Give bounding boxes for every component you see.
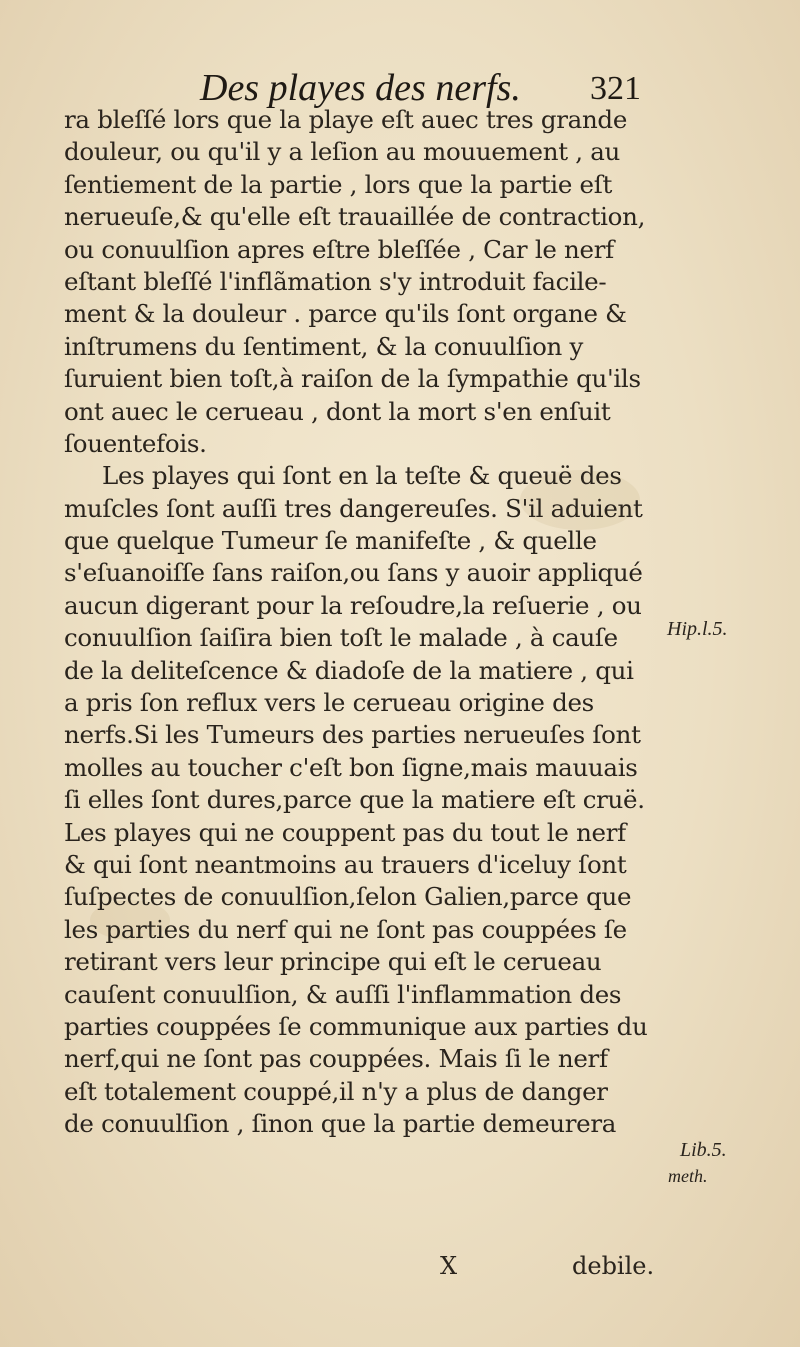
text-line: molles au toucher c'eſt bon ſigne,mais mauuais (64, 752, 638, 782)
text-line: les parties du nerf qui ne ſont pas couppées ſe (64, 914, 627, 944)
text-line: ſuſpectes de conuulſion,ſelon Galien,parce que (64, 882, 632, 912)
signature-mark: X (440, 1252, 458, 1280)
text-line: ou conuulſion apres eſtre bleſſée , Car le nerf (64, 234, 614, 264)
text-line: parties couppées ſe communique aux parties du (64, 1011, 648, 1041)
text-line: ſentiement de la partie , lors que la partie eſt (64, 169, 613, 199)
catchword: debile. (572, 1252, 655, 1280)
text-line: retirant vers leur principe qui eſt le cerueau (64, 947, 602, 977)
text-line: nerf,qui ne ſont pas couppées. Mais ſi le nerf (64, 1044, 608, 1074)
text-line: eſtant bleſſé l'inflãmation s'y introduit facile- (64, 266, 607, 296)
text-line: Les playes qui ne couppent pas du tout le nerf (64, 817, 626, 847)
text-line: conuulſion ſaiſira bien toſt le malade , à cauſe (64, 623, 618, 653)
margin-note-hippocrates: Hip.l.5. (667, 618, 728, 640)
text-line: inſtrumens du ſentiment, & la conuulſion y (64, 331, 584, 361)
text-line: aucun digerant pour la reſoudre,la reſuerie , ou (64, 590, 642, 620)
text-line: ont auec le cerueau , dont la mort s'en enſuit (64, 396, 611, 426)
text-line: a pris ſon reflux vers le cerueau origine des (64, 688, 594, 718)
text-line: douleur, ou qu'il y a leſion au mouuement , au (64, 137, 620, 167)
text-line: ſuruient bien toſt,à raiſon de la ſympathie qu'ils (64, 364, 641, 394)
paragraph-start-line: Les playes qui ſont en la teſte & queuë des (102, 461, 622, 491)
text-line: que quelque Tumeur ſe manifeſte , & quelle (64, 526, 597, 556)
text-line: nerfs.Si les Tumeurs des parties nerueuſes ſont (64, 720, 641, 750)
text-line: de conuulſion , ſinon que la partie demeurera (64, 1109, 617, 1139)
text-line: de la deliteſcence & diadoſe de la matiere , qui (64, 655, 634, 685)
margin-note-meth: meth. (668, 1166, 708, 1186)
text-line: s'eſuanoiſſe ſans raiſon,ou ſans y auoir appliqué (64, 558, 643, 588)
text-line: cauſent conuulſion, & auſſi l'inflammation des (64, 979, 622, 1009)
text-line: muſcles ſont auſſi tres dangereuſes. S'il aduient (64, 493, 643, 523)
text-line: ment & la douleur . parce qu'ils ſont organe & (64, 299, 627, 329)
text-line: nerueuſe,& qu'elle eſt trauaillée de contraction, (64, 202, 646, 232)
body-text (64, 104, 664, 1141)
text-line: ra bleſſé lors que la playe eſt auec tres grande (64, 105, 628, 134)
text-line: ſi elles ſont dures,parce que la matiere eſt cruë. (64, 785, 645, 815)
margin-note-lib: Lib.5. (680, 1139, 727, 1161)
running-head-title: Des playes des nerfs. (200, 67, 521, 109)
page-number: 321 (590, 70, 641, 107)
text-line: ſouentefois. (64, 428, 207, 458)
text-line: eſt totalement couppé,il n'y a plus de danger (64, 1076, 608, 1106)
text-line: & qui ſont neantmoins au trauers d'iceluy ſont (64, 849, 627, 879)
